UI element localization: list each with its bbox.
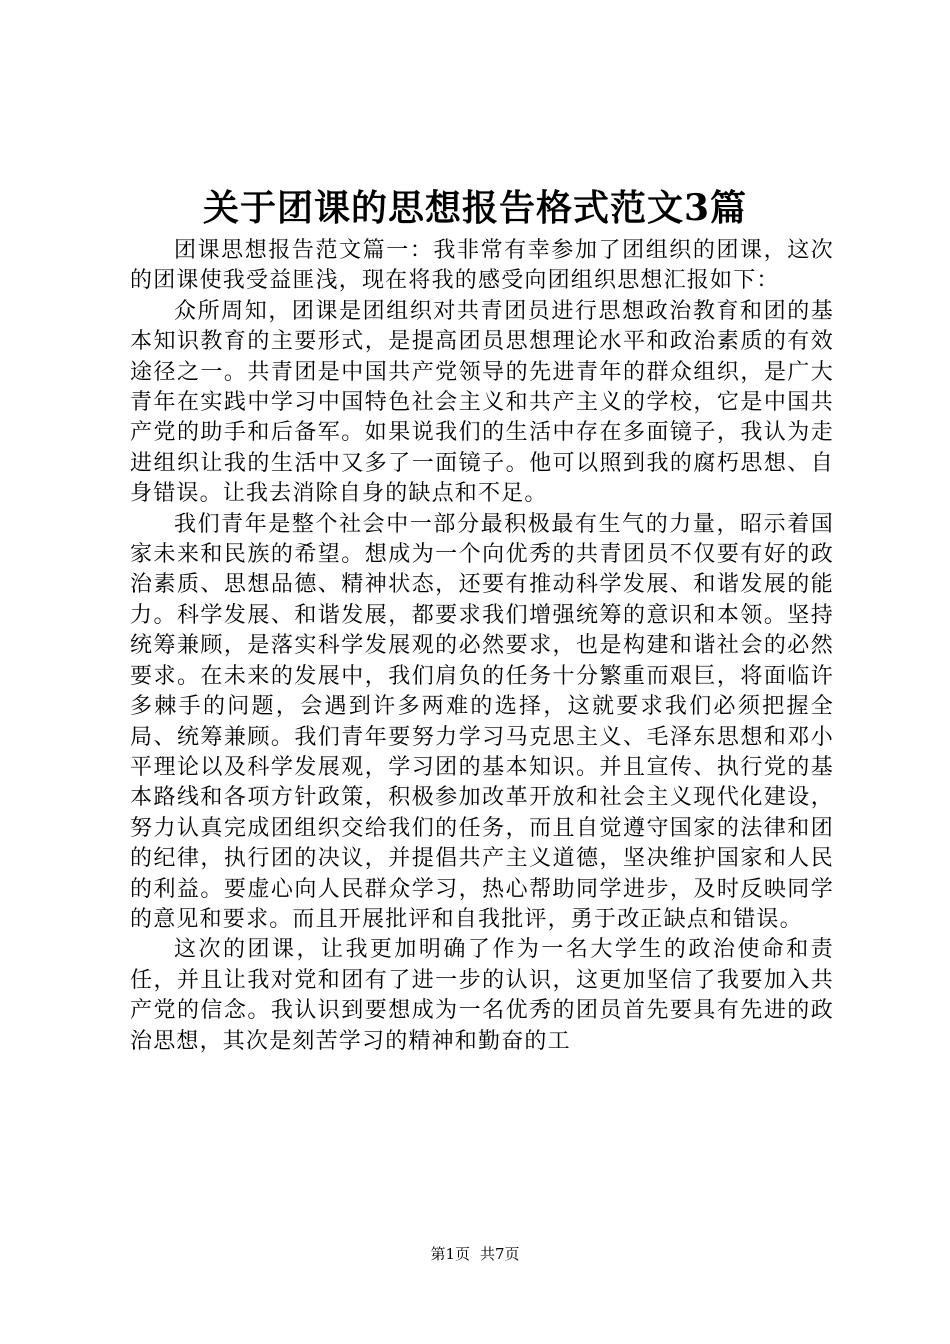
document-body [130,236,834,1057]
page-total: 共7页 [480,1245,520,1263]
paragraph-1: 团课思想报告范文篇一：我非常有幸参加了团组织的团课，这次的团课使我受益匪浅，现在将我的感受向团组织思想汇报如下： [130,238,834,294]
paragraph-3: 我们青年是整个社会中一部分最积极最有生气的力量，昭示着国家未来和民族的希望。想成为一个向优秀的共青团员不仅要有好的政治素质、思想品德、精神状态，还要有推动科学发展、和谐发展的能力。科学发展、和谐发展，都要求我们增强统筹的意识和本领。坚持统筹兼顾，是落实科学发展观的必然要求，也是构建和谐社会的必然要求。在未来的发展中，我们肩负的任务十分繁重而艰巨，将面临许多棘手的问题，会遇到许多两难的选择，这就要求我们必须把握全局、统筹兼顾。我们青年要努力学习马克思主义、毛泽东思想和邓小平理论以及科学发展观，学习团的基本知识。并且宣传、执行党的基本路线和各项方针政策，积极参加改革开放和社会主义现代化建设，努力认真完成团组织交给我们的任务，而且自觉遵守国家的法律和团的纪律，执行团的决议，并提倡共产主义道德，坚决维护国家和人民的利益。要虚心向人民群众学习，热心帮助同学进步，及时反映同学的意见和要求。而且开展批评和自我批评，勇于改正缺点和错误。 [130,511,834,932]
page-number: 第1页 [430,1245,470,1263]
document-title: 关于团课的思想报告格式范文3篇 [202,187,748,229]
paragraph-2: 众所周知，团课是团组织对共青团员进行思想政治教育和团的基本知识教育的主要形式，是提高团员思想理论水平和政治素质的有效途径之一。共青团是中国共产党领导的先进青年的群众组织，是广大青年在实践中学习中国特色社会主义和共产主义的学校，它是中国共产党的助手和后备军。如果说我们的生活中存在多面镜子，我认为走进组织让我的生活中又多了一面镜子。他可以照到我的腐朽思想、自身错误。让我去消除自身的缺点和不足。 [130,298,834,507]
page-footer [0,1244,950,1264]
paragraph-4: 这次的团课，让我更加明确了作为一名大学生的政治使命和责任，并且让我对党和团有了进一步的认识，这更加坚信了我要加入共产党的信念。我认识到要想成为一名优秀的团员首先要具有先进的政治思想，其次是刻苦学习的精神和勤奋的工 [130,937,834,1054]
